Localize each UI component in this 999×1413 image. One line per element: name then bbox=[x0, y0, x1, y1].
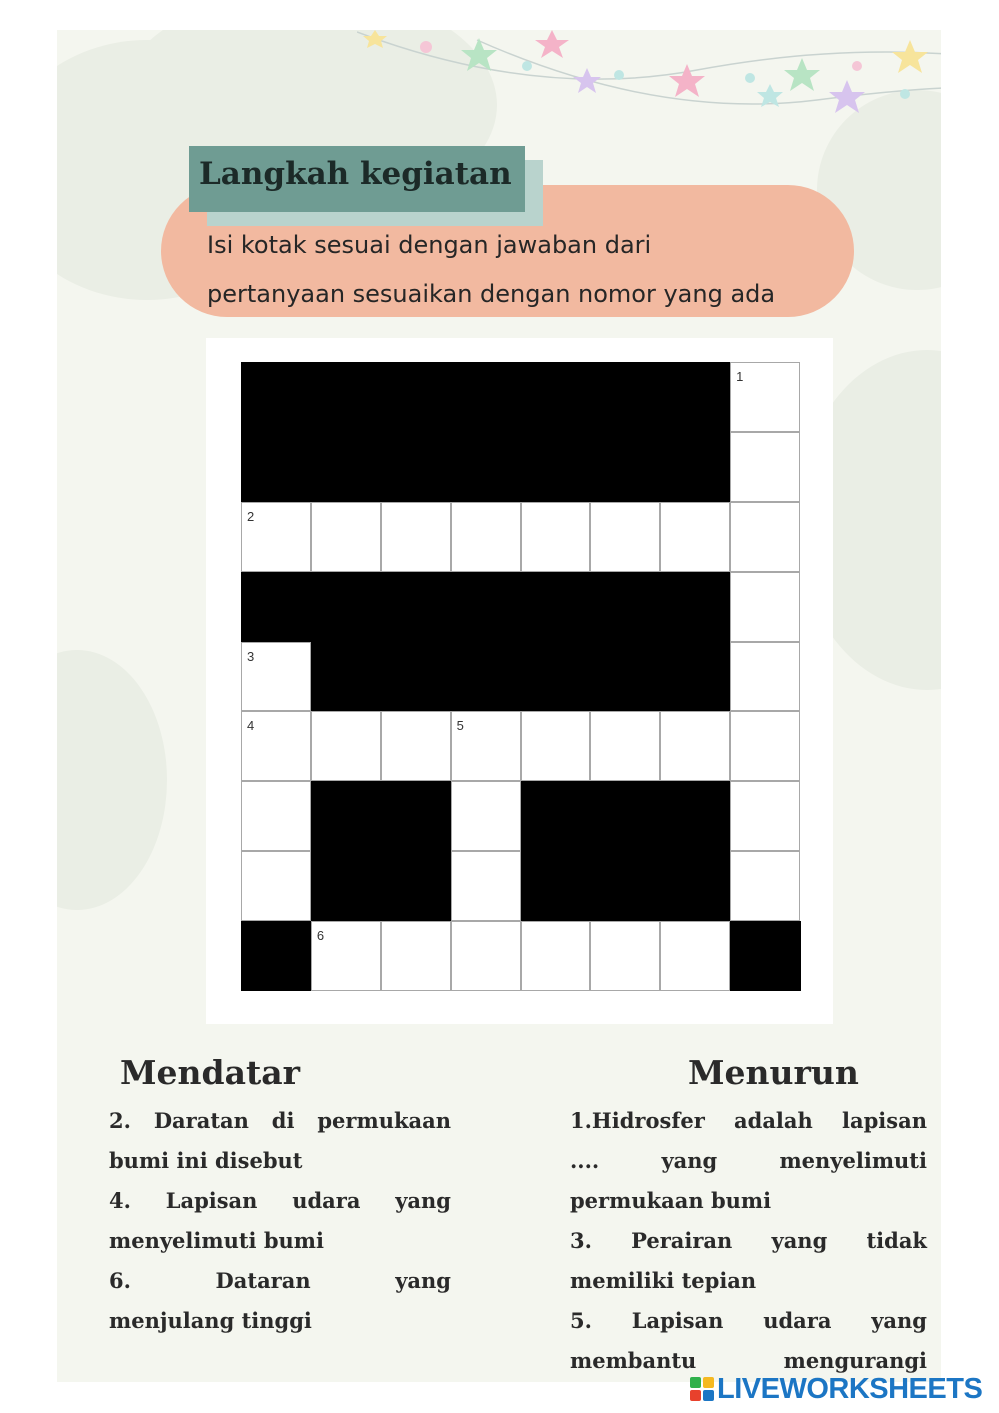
clue-word: mengurangi bbox=[783, 1348, 927, 1373]
crossword-answer-cell[interactable] bbox=[590, 502, 660, 572]
clue-line bbox=[109, 1148, 303, 1173]
crossword-blocked-cell bbox=[590, 572, 660, 642]
crossword-answer-cell[interactable] bbox=[730, 781, 800, 851]
crossword-answer-cell[interactable] bbox=[521, 502, 591, 572]
clue-word: memiliki tepian bbox=[570, 1268, 757, 1293]
crossword-blocked-cell bbox=[730, 921, 800, 991]
clue-line bbox=[109, 1268, 451, 1293]
crossword-answer-cell[interactable] bbox=[451, 921, 521, 991]
crossword-blocked-cell bbox=[241, 572, 311, 642]
clue-number: 1 bbox=[736, 369, 744, 384]
activity-title: Langkah kegiatan bbox=[199, 156, 512, 192]
clue-number: 3 bbox=[247, 648, 255, 664]
clue-word: menyelimuti bumi bbox=[109, 1228, 324, 1253]
clue-word: Lapisan bbox=[631, 1308, 724, 1333]
clue-word: 6. bbox=[109, 1268, 131, 1293]
logo-square bbox=[690, 1377, 701, 1388]
crossword-blocked-cell bbox=[451, 572, 521, 642]
crossword-answer-cell[interactable] bbox=[451, 711, 521, 781]
crossword-answer-cell[interactable] bbox=[730, 362, 800, 432]
clue-line bbox=[109, 1188, 451, 1213]
clue-word: udara bbox=[763, 1308, 832, 1333]
crossword-answer-cell[interactable] bbox=[241, 642, 311, 712]
crossword-answer-cell[interactable] bbox=[730, 502, 800, 572]
clue-word: .... bbox=[570, 1148, 600, 1173]
crossword-blocked-cell bbox=[451, 362, 521, 432]
crossword-blocked-cell bbox=[241, 432, 311, 502]
clue-line bbox=[570, 1228, 927, 1253]
logo-square bbox=[690, 1390, 701, 1401]
clue-word: 4. bbox=[109, 1188, 131, 1213]
crossword-blocked-cell bbox=[451, 432, 521, 502]
crossword-blocked-cell bbox=[660, 362, 730, 432]
crossword-answer-cell[interactable] bbox=[730, 642, 800, 712]
crossword-blocked-cell bbox=[521, 642, 591, 712]
clue-line bbox=[570, 1308, 927, 1333]
crossword-answer-cell[interactable] bbox=[381, 502, 451, 572]
crossword-blocked-cell bbox=[521, 432, 591, 502]
crossword-blocked-cell bbox=[311, 781, 381, 851]
crossword-answer-cell[interactable] bbox=[521, 921, 591, 991]
menurun-heading: Menurun bbox=[688, 1053, 859, 1092]
clue-word: membantu bbox=[570, 1348, 697, 1373]
clue-word: lapisan bbox=[842, 1108, 927, 1133]
clue-word: permukaan bbox=[317, 1108, 451, 1133]
crossword-blocked-cell bbox=[660, 572, 730, 642]
crossword-answer-cell[interactable] bbox=[241, 781, 311, 851]
crossword-blocked-cell bbox=[381, 572, 451, 642]
crossword-blocked-cell bbox=[590, 642, 660, 712]
clue-word: Perairan bbox=[631, 1228, 733, 1253]
clue-word: Daratan bbox=[153, 1108, 249, 1133]
crossword-blocked-cell bbox=[660, 851, 730, 921]
liveworksheets-icon bbox=[690, 1377, 714, 1401]
crossword-blocked-cell bbox=[381, 362, 451, 432]
crossword-blocked-cell bbox=[660, 781, 730, 851]
crossword-answer-cell[interactable] bbox=[730, 711, 800, 781]
crossword-answer-cell[interactable] bbox=[381, 711, 451, 781]
crossword-grid bbox=[241, 362, 800, 991]
crossword-answer-cell[interactable] bbox=[381, 921, 451, 991]
crossword-blocked-cell bbox=[311, 432, 381, 502]
instruction-line-1: Isi kotak sesuai dengan jawaban dari bbox=[207, 231, 652, 259]
clue-word: 5. bbox=[570, 1308, 592, 1333]
clue-line bbox=[109, 1228, 324, 1253]
crossword-answer-cell[interactable] bbox=[521, 711, 591, 781]
clue-word: yang bbox=[871, 1308, 927, 1333]
crossword-answer-cell[interactable] bbox=[311, 502, 381, 572]
crossword-answer-cell[interactable] bbox=[311, 711, 381, 781]
clue-number: 2 bbox=[247, 508, 255, 524]
clue-number: 4 bbox=[247, 718, 255, 734]
clue-word: 3. bbox=[570, 1228, 592, 1253]
crossword-blocked-cell bbox=[311, 572, 381, 642]
clue-word: yang bbox=[395, 1268, 451, 1293]
clue-line bbox=[109, 1108, 451, 1133]
logo-square bbox=[703, 1390, 714, 1401]
clue-word: permukaan bumi bbox=[570, 1188, 772, 1213]
crossword-answer-cell[interactable] bbox=[451, 851, 521, 921]
instruction-line-2: pertanyaan sesuaikan dengan nomor yang ada bbox=[207, 280, 776, 308]
clue-word: yang bbox=[661, 1148, 718, 1173]
crossword-answer-cell[interactable] bbox=[730, 432, 800, 502]
crossword-blocked-cell bbox=[451, 642, 521, 712]
crossword-answer-cell[interactable] bbox=[241, 502, 311, 572]
crossword-answer-cell[interactable] bbox=[311, 921, 381, 991]
crossword-blocked-cell bbox=[381, 851, 451, 921]
crossword-blocked-cell bbox=[521, 572, 591, 642]
crossword-answer-cell[interactable] bbox=[590, 711, 660, 781]
crossword-blocked-cell bbox=[521, 362, 591, 432]
clue-word: yang bbox=[771, 1228, 828, 1253]
clue-number: 6 bbox=[316, 928, 325, 944]
clue-number: 5 bbox=[456, 718, 464, 734]
brand-name: LIVEWORKSHEETS bbox=[717, 1372, 983, 1405]
crossword-answer-cell[interactable] bbox=[660, 921, 730, 991]
crossword-answer-cell[interactable] bbox=[451, 781, 521, 851]
crossword-blocked-cell bbox=[381, 432, 451, 502]
clue-line bbox=[570, 1268, 756, 1293]
crossword-blocked-cell bbox=[381, 781, 451, 851]
crossword-answer-cell[interactable] bbox=[241, 851, 311, 921]
clue-line bbox=[570, 1188, 771, 1213]
clue-word: 2. bbox=[109, 1108, 131, 1133]
crossword-blocked-cell bbox=[241, 921, 311, 991]
background-cloud bbox=[57, 650, 167, 910]
clue-line bbox=[109, 1308, 312, 1333]
clue-word: 1.Hidrosfer bbox=[570, 1108, 705, 1133]
crossword-blocked-cell bbox=[311, 362, 381, 432]
crossword-blocked-cell bbox=[590, 851, 660, 921]
crossword-blocked-cell bbox=[241, 362, 311, 432]
clue-line bbox=[570, 1348, 927, 1373]
crossword-blocked-cell bbox=[590, 432, 660, 502]
crossword-answer-cell[interactable] bbox=[730, 851, 800, 921]
logo-square bbox=[703, 1377, 714, 1388]
mendatar-heading: Mendatar bbox=[120, 1053, 300, 1092]
crossword-answer-cell[interactable] bbox=[451, 502, 521, 572]
crossword-blocked-cell bbox=[660, 642, 730, 712]
clue-word: menjulang tinggi bbox=[109, 1308, 312, 1333]
clue-word: di bbox=[271, 1108, 295, 1133]
crossword-answer-cell[interactable] bbox=[241, 711, 311, 781]
activity-title-box bbox=[189, 146, 525, 212]
clue-word: tidak bbox=[866, 1228, 927, 1253]
crossword-blocked-cell bbox=[521, 781, 591, 851]
clue-word: yang bbox=[395, 1188, 451, 1213]
clue-word: Lapisan bbox=[165, 1188, 258, 1213]
crossword-blocked-cell bbox=[590, 362, 660, 432]
clue-line bbox=[570, 1108, 927, 1133]
crossword-answer-cell[interactable] bbox=[590, 921, 660, 991]
crossword-answer-cell[interactable] bbox=[730, 572, 800, 642]
clue-word: udara bbox=[292, 1188, 361, 1213]
crossword-blocked-cell bbox=[311, 642, 381, 712]
crossword-answer-cell[interactable] bbox=[660, 711, 730, 781]
crossword-blocked-cell bbox=[521, 851, 591, 921]
clue-word: menyelimuti bbox=[779, 1148, 927, 1173]
liveworksheets-logo bbox=[690, 1371, 982, 1407]
clue-word: Dataran bbox=[215, 1268, 311, 1293]
clue-word: bumi ini disebut bbox=[109, 1148, 303, 1173]
crossword-answer-cell[interactable] bbox=[660, 502, 730, 572]
star-garland-decoration bbox=[357, 30, 941, 150]
clue-line bbox=[570, 1148, 927, 1173]
crossword-blocked-cell bbox=[660, 432, 730, 502]
crossword-blocked-cell bbox=[311, 851, 381, 921]
clue-word: adalah bbox=[734, 1108, 813, 1133]
crossword-blocked-cell bbox=[381, 642, 451, 712]
crossword-blocked-cell bbox=[590, 781, 660, 851]
